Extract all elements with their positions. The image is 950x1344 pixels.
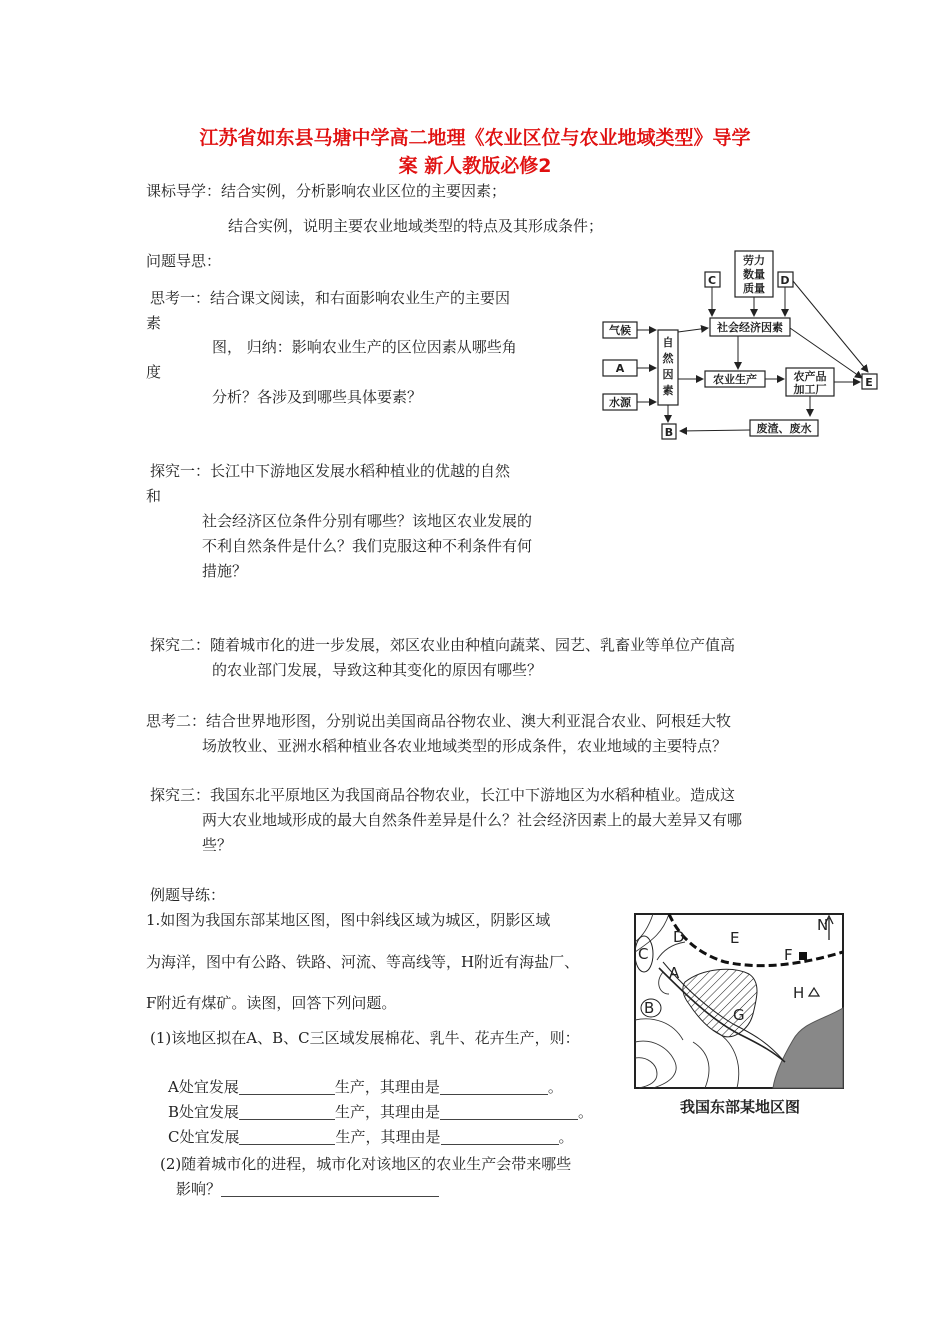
standards-line2: 结合实例，说明主要农业地域类型的特点及其形成条件； [228,217,604,235]
answer-b-mid: 生产，其理由是 [335,1103,441,1121]
answer-b-prefix: B处宜发展 [168,1103,240,1121]
guide-heading: 问题导思： [146,252,222,270]
node-climate: 气候 [609,324,631,337]
explore3-line1: 探究三：我国东北平原地区为我国商品谷物农业，长江中下游地区为水稻种植业。造成这 [150,786,736,804]
natural-label-1: 自 [662,336,674,349]
answer-c-end: 。 [558,1128,574,1146]
q1-line1: 1.如图为我国东部某地区图，图中斜线区域为城区，阴影区域 [146,911,551,929]
think1-line5: 分析？各涉及到哪些具体要素？ [212,388,423,406]
answer-b-crop-blank[interactable] [239,1106,335,1122]
q1-sub2-line2 [176,1178,439,1199]
answer-a-mid: 生产，其理由是 [334,1078,440,1096]
think2-line2: 场放牧业、亚洲水稻种植业各农业地域类型的形成条件，农业地域的主要特点？ [202,737,728,755]
agri-factor-diagram [600,248,885,443]
explore2-line1: 探究二：随着城市化的进一步发展，郊区农业由种植向蔬菜、园艺、乳畜业等单位产值高 [150,636,736,654]
map-label-e: E [730,929,740,947]
standards-line1: 课标导学：结合实例，分析影响农业区位的主要因素； [146,182,507,200]
example-heading: 例题导练： [150,886,226,904]
q1-line3: F附近有煤矿。读图，回答下列问题。 [146,994,397,1012]
explore2-line2: 的农业部门发展，导致这种其变化的原因有哪些？ [212,661,543,679]
factory-label-2: 加工厂 [793,383,827,396]
node-a: A [615,362,625,375]
map-label-g: G [733,1006,745,1024]
think1-line2: 素 [146,314,162,332]
answer-c-reason-blank[interactable] [441,1131,559,1147]
explore3-line3: 些？ [202,836,233,854]
think1-line4: 度 [146,363,162,381]
coal-mine-icon [799,952,807,960]
region-map [633,912,847,1120]
natural-label-3: 因 [662,368,674,381]
labor-label-1: 劳力 [743,254,765,267]
page-title: 江苏省如东县马塘中学高二地理《农业区位与农业地域类型》导学 [199,127,751,149]
think1-line1: 思考一：结合课文阅读，和右面影响农业生产的主要因 [150,289,511,307]
node-b: B [664,426,674,439]
answer-sub2-blank[interactable] [221,1183,439,1199]
answer-b-end: 。 [578,1103,594,1121]
node-c: C [707,274,717,287]
answer-row-a [168,1076,563,1097]
labor-label-2: 数量 [743,268,765,281]
map-caption: 我国东部某地区图 [679,1098,801,1116]
map-label-h: H [793,984,805,1002]
explore1-line1: 探究一：长江中下游地区发展水稻种植业的优越的自然 [150,462,511,480]
node-water: 水源 [609,396,631,409]
q1-sub2-prefix: 影响？ [176,1180,222,1198]
natural-label-4: 素 [662,384,674,397]
answer-row-c [168,1126,574,1147]
map-north: N [817,916,829,934]
node-e: E [865,376,873,389]
answer-c-prefix: C处宜发展 [168,1128,240,1146]
q1-sub1: (1)该地区拟在A、B、C三区域发展棉花、乳牛、花卉生产，则： [150,1029,580,1047]
map-label-c: C [638,945,649,963]
node-waste: 废渣、废水 [756,422,812,435]
explore3-line2: 两大农业地域形成的最大自然条件差异是什么？社会经济因素上的最大差异又有哪 [202,811,743,829]
natural-label-2: 然 [662,352,674,365]
explore1-line2: 和 [146,487,162,505]
answer-c-mid: 生产，其理由是 [335,1128,441,1146]
node-farm: 农业生产 [713,373,757,386]
factory-label-1: 农产品 [793,370,827,383]
labor-label-3: 质量 [743,282,765,295]
answer-a-end: 。 [547,1078,563,1096]
think2-line1: 思考二：结合世界地形图，分别说出美国商品谷物农业、澳大利亚混合农业、阿根廷大牧 [146,712,732,730]
answer-c-crop-blank[interactable] [239,1131,335,1147]
answer-b-reason-blank[interactable] [440,1106,578,1122]
answer-a-crop-blank[interactable] [239,1081,335,1097]
node-social: 社会经济因素 [717,321,783,334]
map-label-f: F [784,946,793,964]
answer-row-b [168,1101,593,1122]
q1-sub2-line1: (2)随着城市化的进程，城市化对该地区的农业生产会带来哪些 [160,1155,572,1173]
explore1-line5: 措施？ [202,562,248,580]
think1-line3: 图， 归纳：影响农业生产的区位因素从哪些角 [212,338,517,356]
page-title-line2: 案 新人教版必修2 [398,155,552,177]
explore1-line3: 社会经济区位条件分别有哪些？该地区农业发展的 [202,512,533,530]
node-d: D [780,274,790,287]
map-label-a: A [669,964,680,982]
answer-a-prefix: A处宜发展 [168,1078,239,1096]
q1-line2: 为海洋，图中有公路、铁路、河流、等高线等，H附近有海盐厂、 [146,953,580,971]
answer-a-reason-blank[interactable] [440,1081,548,1097]
map-label-d: D [673,928,685,946]
map-label-b: B [644,999,655,1017]
explore1-line4: 不利自然条件是什么？我们克服这种不利条件有何 [202,537,533,555]
